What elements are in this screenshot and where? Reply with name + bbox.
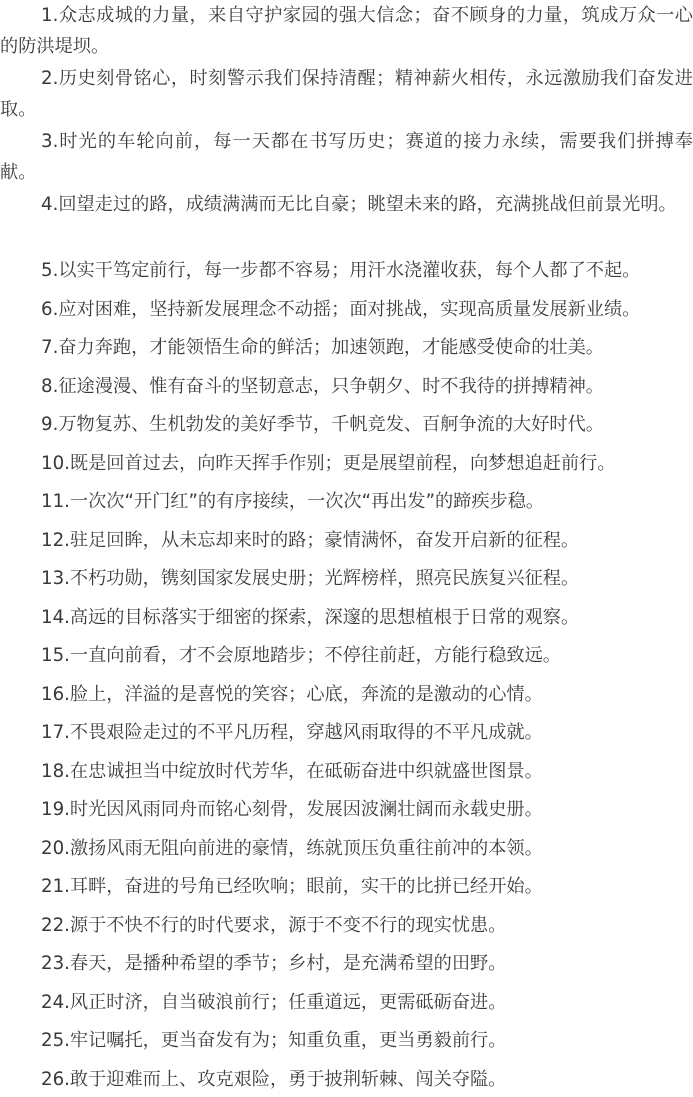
list-item: 4.回望走过的路，成绩满满而无比自豪；眺望未来的路，充满挑战但前景光明。 <box>41 194 677 215</box>
list-item: 3.时光的车轮向前，每一天都在书写历史；赛道的接力永续，需要我们拼搏奉献。 <box>0 131 693 183</box>
list-item: 24.风正时济，自当破浪前行；任重道远，更需砥砺奋进。 <box>41 992 507 1013</box>
list-item: 25.牢记嘱托，更当奋发有为；知重负重，更当勇毅前行。 <box>41 1030 507 1051</box>
list-item: 20.激扬风雨无阻向前进的豪情，练就顶压负重往前冲的本领。 <box>41 838 543 859</box>
list-item: 10.既是回首过去，向昨天挥手作别；更是展望前程，向梦想追赶前行。 <box>41 453 616 474</box>
list-item: 19.时光因风雨同舟而铭心刻骨，发展因波澜壮阔而永载史册。 <box>41 799 543 820</box>
list-item: 8.征途漫漫、惟有奋斗的坚韧意志，只争朝夕、时不我待的拼搏精神。 <box>41 376 604 397</box>
list-item: 5.以实干笃定前行，每一步都不容易；用汗水浇灌收获，每个人都了不起。 <box>41 260 641 281</box>
list-item: 2.历史刻骨铭心，时刻警示我们保持清醒；精神薪火相传，永远激励我们奋发进取。 <box>0 68 693 120</box>
list-item: 23.春天，是播种希望的季节；乡村，是充满希望的田野。 <box>41 953 507 974</box>
list-item: 26.敢于迎难而上、攻克艰险，勇于披荆斩棘、闯关夺隘。 <box>41 1069 507 1090</box>
list-item: 12.驻足回眸，从未忘却来时的路；豪情满怀，奋发开启新的征程。 <box>41 530 580 551</box>
list-item: 21.耳畔，奋进的号角已经吹响；眼前，实干的比拼已经开始。 <box>41 876 543 897</box>
list-item: 16.脸上，洋溢的是喜悦的笑容；心底，奔流的是激动的心情。 <box>41 684 543 705</box>
list-item: 1.众志成城的力量，来自守护家园的强大信念；奋不顾身的力量，筑成万众一心的防洪堤坝。 <box>0 5 693 57</box>
list-item: 18.在忠诚担当中绽放时代芳华，在砥砺奋进中织就盛世图景。 <box>41 761 543 782</box>
list-item: 11.一次次“开门红”的有序接续，一次次“再出发”的蹄疾步稳。 <box>41 491 545 512</box>
list-item: 14.高远的目标落实于细密的探索，深邃的思想植根于日常的观察。 <box>41 607 580 628</box>
list-item: 22.源于不快不行的时代要求，源于不变不行的现实忧患。 <box>41 915 507 936</box>
list-item: 6.应对困难，坚持新发展理念不动摇；面对挑战，实现高质量发展新业绩。 <box>41 299 641 320</box>
list-item: 9.万物复苏、生机勃发的美好季节，千帆竞发、百舸争流的大好时代。 <box>41 414 604 435</box>
list-item: 13.不朽功勋，镌刻国家发展史册；光辉榜样，照亮民族复兴征程。 <box>41 568 580 589</box>
list-item: 7.奋力奔跑，才能领悟生命的鲜活；加速领跑，才能感受使命的壮美。 <box>41 337 604 358</box>
list-item: 15.一直向前看，才不会原地踏步；不停往前赶，方能行稳致远。 <box>41 645 561 666</box>
list-item: 17.不畏艰险走过的不平凡历程，穿越风雨取得的不平凡成就。 <box>41 722 543 743</box>
